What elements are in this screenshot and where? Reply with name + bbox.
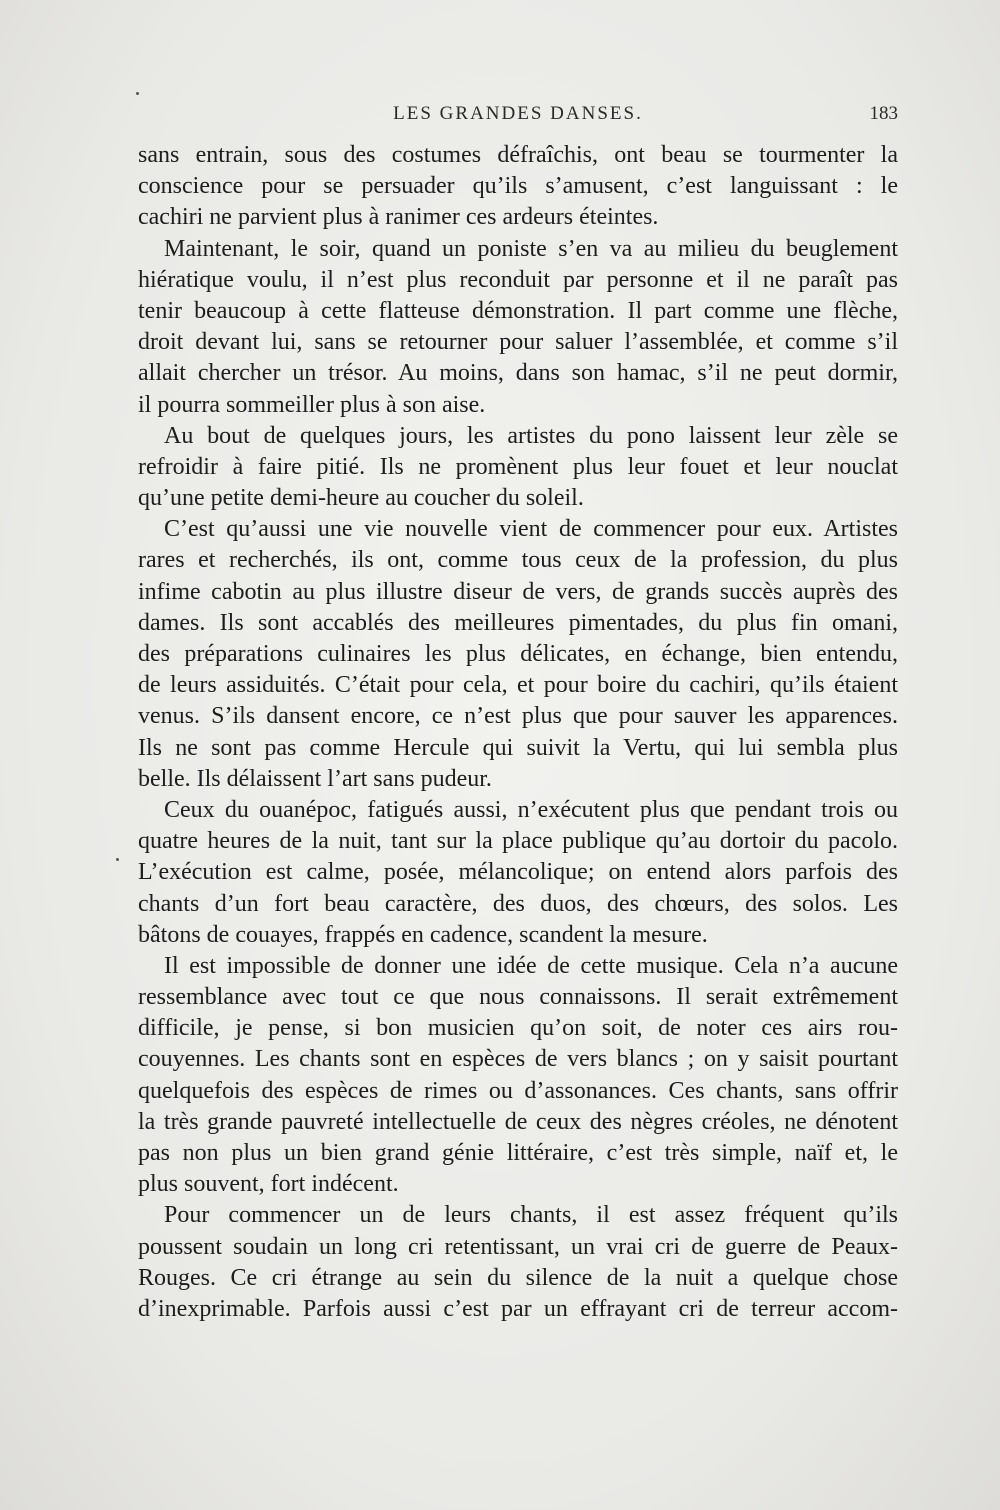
text-line: ressemblance avec tout ce que nous connaissons. Il serait extrêmement (138, 984, 898, 1011)
text-line: belle. Ils délaissent l’art sans pudeur. (138, 765, 492, 792)
text-line: chants d’un fort beau caractère, des duos, des chœurs, des solos. Les (138, 890, 898, 917)
text-line: Il est impossible de donner une idée de cette musique. Cela n’a aucune (164, 952, 898, 979)
text-line: cachiri ne parvient plus à ranimer ces ardeurs éteintes. (138, 204, 659, 231)
running-header (138, 103, 898, 129)
text-line: tenir beaucoup à cette flatteuse démonstration. Il part comme une flèche, (138, 297, 898, 324)
text-line: allait chercher un trésor. Au moins, dans son hamac, s’il ne peut dormir, (138, 360, 898, 387)
page-number: 183 (869, 103, 898, 124)
text-line: quatre heures de la nuit, tant sur la place publique qu’au dortoir du pacolo. (138, 828, 898, 855)
text-line: C’est qu’aussi une vie nouvelle vient de commencer pour eux. Artistes (164, 516, 898, 543)
text-line: Au bout de quelques jours, les artistes du pono laissent leur zèle se (164, 422, 898, 449)
text-line: sans entrain, sous des costumes défraîchis, ont beau se tourmenter la (138, 142, 898, 168)
ink-speck (116, 858, 119, 861)
text-line: droit devant lui, sans se retourner pour saluer l’assemblée, et comme s’il (138, 329, 898, 356)
text-line: venus. S’ils dansent encore, ce n’est plus que pour sauver les apparences. (138, 703, 898, 730)
text-line: conscience pour se persuader qu’ils s’amusent, c’est languissant : le (138, 173, 898, 200)
ink-speck (136, 92, 139, 95)
text-line: Ceux du ouanépoc, fatigués aussi, n’exécutent plus que pendant trois ou (164, 796, 898, 823)
text-line: Maintenant, le soir, quand un poniste s’en va au milieu du beuglement (164, 235, 898, 262)
text-line: difficile, je pense, si bon musicien qu’on soit, de noter ces airs rou- (138, 1015, 898, 1042)
text-line: hiératique voulu, il n’est plus reconduit par personne et il ne paraît pas (138, 266, 898, 293)
text-line: qu’une petite demi-heure au coucher du soleil. (138, 485, 584, 512)
text-line: L’exécution est calme, posée, mélancolique; on entend alors parfois des (138, 859, 898, 886)
text-line: rares et recherchés, ils ont, comme tous ceux de la profession, du plus (138, 547, 898, 574)
text-line: Ils ne sont pas comme Hercule qui suivit la Vertu, qui lui sembla plus (138, 734, 898, 761)
text-line: bâtons de couayes, frappés en cadence, scandent la mesure. (138, 921, 708, 948)
text-line: de leurs assiduités. C’était pour cela, et pour boire du cachiri, qu’ils étaient (138, 672, 898, 699)
text-line: dames. Ils sont accablés des meilleures pimentades, du plus fin omani, (138, 609, 898, 636)
text-line: des préparations culinaires les plus délicates, en échange, bien entendu, (138, 641, 898, 667)
text-line: la très grande pauvreté intellectuelle de ceux des nègres créoles, ne dénotent (138, 1108, 898, 1135)
body-text (138, 140, 898, 1325)
text-line: Rouges. Ce cri étrange au sein du silence de la nuit a quelque chose (138, 1264, 898, 1291)
text-line: plus souvent, fort indécent. (138, 1171, 399, 1198)
text-line: infime cabotin au plus illustre diseur de vers, de grands succès auprès des (138, 578, 898, 605)
text-line: d’inexprimable. Parfois aussi c’est par un effrayant cri de terreur accom- (138, 1295, 898, 1322)
text-line: quelquefois des espèces de rimes ou d’assonances. Ces chants, sans offrir (138, 1077, 898, 1104)
text-line: il pourra sommeiller plus à son aise. (138, 391, 486, 418)
text-line: Pour commencer un de leurs chants, il est assez fréquent qu’ils (164, 1202, 898, 1229)
text-line: couyennes. Les chants sont en espèces de vers blancs ; on y saisit pourtant (138, 1046, 898, 1073)
text-line: poussent soudain un long cri retentissant, un vrai cri de guerre de Peaux- (138, 1233, 898, 1260)
text-line: refroidir à faire pitié. Ils ne promènent plus leur fouet et leur nouclat (138, 453, 898, 480)
running-title: LES GRANDES DANSES. (393, 103, 643, 124)
text-line: pas non plus un bien grand génie littéraire, c’est très simple, naïf et, le (138, 1140, 898, 1166)
